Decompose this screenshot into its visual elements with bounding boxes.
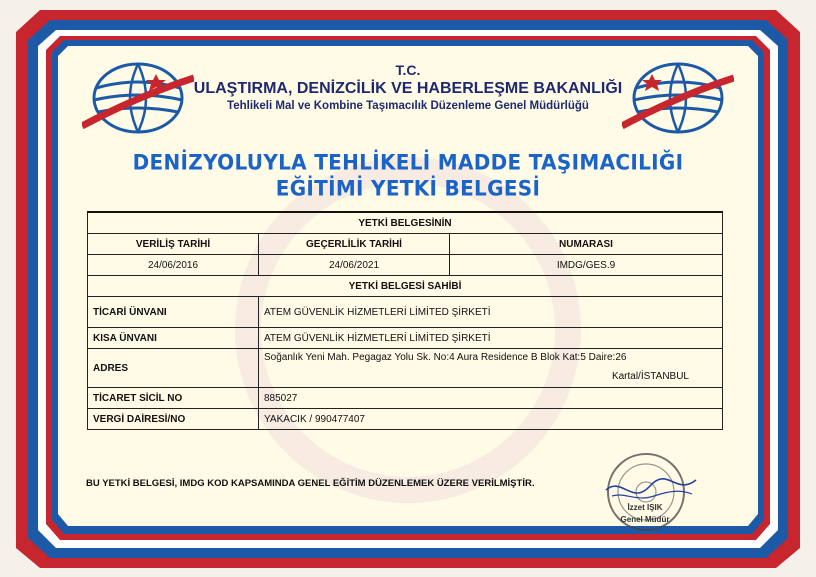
registry-label: TİCARET SİCİL NO [88,388,259,409]
tax-value: YAKACIK / 990477407 [259,409,723,430]
certificate-statement: BU YETKİ BELGESİ, IMDG KOD KAPSAMINDA GENEL EĞİTİM DÜZENLEMEK ÜZERE VERİLMİŞTİR. [86,478,535,489]
certificate-title-line1: DENİZYOLUYLA TEHLİKELİ MADDE TAŞIMACILIĞI [132,149,684,175]
short-name-label: KISA ÜNVANI [88,328,259,349]
tax-label: VERGİ DAİRESİ/NO [88,409,259,430]
ministry-name: ULAŞTIRMA, DENİZCİLİK VE HABERLEŞME BAKANLIĞI [193,80,623,97]
section-header-holder: YETKİ BELGESİ SAHİBİ [88,276,723,297]
short-name-value: ATEM GÜVENLİK HİZMETLERİ LİMİTED ŞİRKETİ [259,328,723,349]
signer-title: Genel Müdür [620,515,670,524]
col-valid-date-header: GEÇERLİLİK TARİHİ [259,234,450,255]
address-label: ADRES [88,349,259,388]
col-number-header: NUMARASI [450,234,723,255]
address-line1: Soğanlık Yeni Mah. Pegagaz Yolu Sk. No:4 Aura Residence B Blok Kat:5 Daire:26 [264,352,627,363]
address-line2: Kartal/İSTANBUL [611,371,689,382]
col-issue-date-header: VERİLİŞ TARİHİ [88,234,259,255]
country-abbreviation: T.C. [395,62,421,78]
official-stamp [592,446,700,538]
certificate-title-line2: EĞİTİMİ YETKİ BELGESİ [275,175,541,201]
number-value: IMDG/GES.9 [450,255,723,276]
trade-name-value: ATEM GÜVENLİK HİZMETLERİ LİMİTED ŞİRKETİ [259,297,723,328]
trade-name-label: TİCARİ ÜNVANI [88,297,259,328]
department-name: Tehlikeli Mal ve Kombine Taşımacılık Düzenleme Genel Müdürlüğü [227,100,589,112]
valid-date-value: 24/06/2021 [259,255,450,276]
address-cell [259,349,723,388]
section-header-certificate: YETKİ BELGESİNİN [88,212,723,234]
signer-name: İzzet IŞIK [627,503,663,512]
certificate-table [87,211,723,430]
registry-value: 885027 [259,388,723,409]
issue-date-value: 24/06/2016 [88,255,259,276]
